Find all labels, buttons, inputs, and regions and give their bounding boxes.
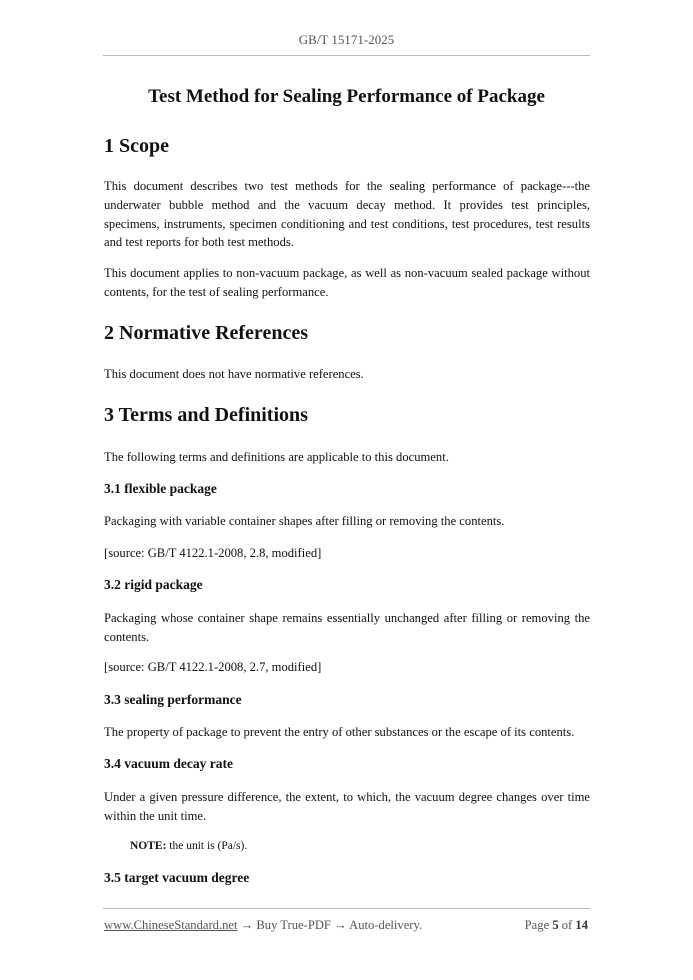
- term-definition: Under a given pressure difference, the extent, to which, the vacuum degree changes over time within the unit time.: [104, 790, 590, 823]
- term-definition: The property of package to prevent the entry of other substances or the escape of its contents.: [104, 725, 575, 739]
- term-heading: 3.2 rigid package: [104, 577, 203, 592]
- current-page: 5: [552, 918, 559, 932]
- term-source: [source: GB/T 4122.1-2008, 2.8, modified]: [104, 546, 322, 560]
- page-label: Page: [524, 918, 553, 932]
- term-source: [source: GB/T 4122.1-2008, 2.7, modified]: [104, 660, 322, 674]
- section-heading-terms: 3 Terms and Definitions: [104, 404, 308, 426]
- page-number: [525, 918, 588, 933]
- paragraph: This document applies to non-vacuum package, as well as non-vacuum sealed package without contents, for the test of sealing performance.: [104, 266, 590, 299]
- footer-divider: [103, 908, 590, 909]
- note-text: the unit is (Pa/s).: [166, 840, 248, 852]
- total-pages: 14: [575, 918, 588, 932]
- section-heading-scope: 1 Scope: [104, 135, 169, 157]
- page-title: Test Method for Sealing Performance of Package: [148, 86, 545, 107]
- arrow-icon: →: [237, 918, 257, 932]
- of-label: of: [558, 918, 576, 932]
- site-link[interactable]: www.ChineseStandard.net: [104, 918, 238, 932]
- section-heading-normative: 2 Normative References: [104, 322, 308, 344]
- header-divider: [103, 55, 590, 56]
- paragraph: This document does not have normative references.: [104, 367, 364, 381]
- running-header: GB/T 15171-2025: [298, 32, 395, 47]
- note-label: NOTE:: [130, 840, 167, 852]
- delivery-text: Auto-delivery.: [349, 918, 423, 932]
- paragraph: This document describes two test methods for the sealing performance of package---the underwater bubble method and the vacuum decay method. It provides test principles, specimens, instruments, specimen conditioning and test conditions, test procedures, test results and test reports for both test methods.: [104, 179, 590, 250]
- arrow-icon: →: [330, 918, 350, 932]
- term-definition: Packaging whose container shape remains essentially unchanged after filling or removing the contents.: [104, 611, 590, 644]
- term-heading: 3.4 vacuum decay rate: [104, 756, 233, 771]
- page-footer: [104, 918, 588, 933]
- term-heading: 3.1 flexible package: [104, 481, 217, 496]
- paragraph: The following terms and definitions are applicable to this document.: [104, 450, 449, 464]
- term-heading: 3.3 sealing performance: [104, 692, 242, 707]
- buy-text: Buy True-PDF: [256, 918, 331, 932]
- note: [130, 838, 616, 854]
- term-definition: Packaging with variable container shapes after filling or removing the contents.: [104, 514, 505, 528]
- term-heading: 3.5 target vacuum degree: [104, 870, 250, 885]
